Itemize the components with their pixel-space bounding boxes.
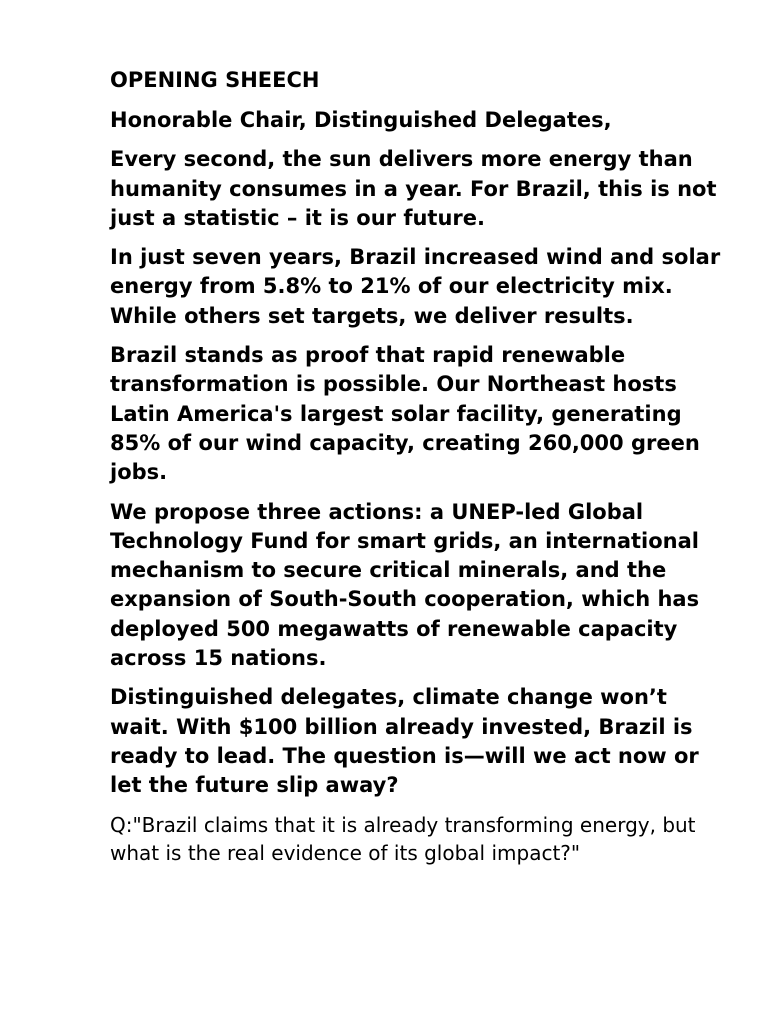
speech-document: [110, 66, 730, 867]
question-text: Q:"Brazil claims that it is already transforming energy, but what is the real evidence of its global impact?": [110, 812, 696, 865]
paragraph-sun-energy: Every second, the sun delivers more energy than humanity consumes in a year. For Brazil, this is not just a statistic – it is our future.: [110, 147, 717, 230]
document-title: OPENING SHEECH: [110, 68, 320, 92]
paragraph-salutation: Honorable Chair, Distinguished Delegates,: [110, 108, 612, 132]
paragraph-closing: Distinguished delegates, climate change won’t wait. With $100 billion already invested, Brazil is ready to lead. The question is—will we act now or let the future slip away?: [110, 685, 699, 798]
paragraph-three-actions: We propose three actions: a UNEP-led Global Technology Fund for smart grids, an international mechanism to secure critical minerals, and the expansion of South-South cooperation, which has deployed 500 megawatts of renewable capacity across 15 nations.: [110, 499, 700, 671]
paragraph-northeast-solar: Brazil stands as proof that rapid renewable transformation is possible. Our Northeast hosts Latin America's largest solar facility, generating 85% of our wind capacity, creating 260,000 green jobs.: [110, 343, 700, 485]
paragraph-wind-solar-growth: In just seven years, Brazil increased wind and solar energy from 5.8% to 21% of our electricity mix. While others set targets, we deliver results.: [110, 245, 721, 328]
